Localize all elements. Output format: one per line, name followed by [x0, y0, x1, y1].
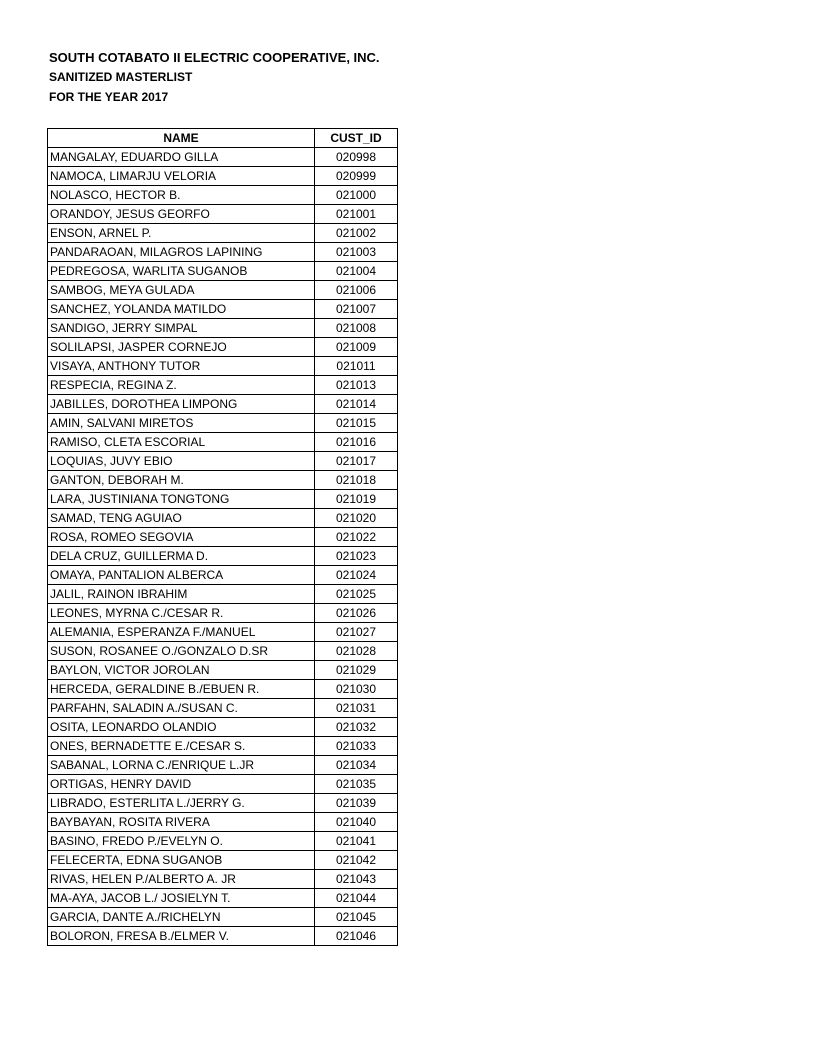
customer-id-cell: 021041 [315, 832, 398, 851]
customer-name-cell: ORTIGAS, HENRY DAVID [48, 775, 315, 794]
customer-id-cell: 021007 [315, 300, 398, 319]
table-row [48, 319, 398, 338]
customer-id-cell: 021001 [315, 205, 398, 224]
customer-id-cell: 021022 [315, 528, 398, 547]
customer-name-cell: BOLORON, FRESA B./ELMER V. [48, 927, 315, 946]
customer-name-cell: RAMISO, CLETA ESCORIAL [48, 433, 315, 452]
customer-name-cell: PEDREGOSA, WARLITA SUGANOB [48, 262, 315, 281]
customer-name-cell: BAYLON, VICTOR JOROLAN [48, 661, 315, 680]
table-row [48, 680, 398, 699]
table-row [48, 585, 398, 604]
table-row [48, 718, 398, 737]
table-row [48, 566, 398, 585]
table-row [48, 775, 398, 794]
customer-name-cell: PANDARAOAN, MILAGROS LAPINING [48, 243, 315, 262]
customer-id-cell: 021020 [315, 509, 398, 528]
customer-id-cell: 021008 [315, 319, 398, 338]
table-row [48, 300, 398, 319]
column-header-cust-id: CUST_ID [315, 129, 398, 148]
table-row [48, 528, 398, 547]
customer-id-cell: 021004 [315, 262, 398, 281]
customer-id-cell: 021016 [315, 433, 398, 452]
table-row [48, 148, 398, 167]
customer-id-cell: 021015 [315, 414, 398, 433]
customer-name-cell: VISAYA, ANTHONY TUTOR [48, 357, 315, 376]
customer-id-cell: 021003 [315, 243, 398, 262]
customer-name-cell: ENSON, ARNEL P. [48, 224, 315, 243]
table-row [48, 186, 398, 205]
table-row [48, 376, 398, 395]
customer-id-cell: 021018 [315, 471, 398, 490]
customer-name-cell: ROSA, ROMEO SEGOVIA [48, 528, 315, 547]
customer-name-cell: HERCEDA, GERALDINE B./EBUEN R. [48, 680, 315, 699]
customer-id-cell: 021034 [315, 756, 398, 775]
table-row [48, 243, 398, 262]
table-row [48, 547, 398, 566]
customer-name-cell: RESPECIA, REGINA Z. [48, 376, 315, 395]
customer-name-cell: NAMOCA, LIMARJU VELORIA [48, 167, 315, 186]
customer-id-cell: 021030 [315, 680, 398, 699]
table-row [48, 224, 398, 243]
customer-name-cell: SANCHEZ, YOLANDA MATILDO [48, 300, 315, 319]
customer-id-cell: 021011 [315, 357, 398, 376]
customer-id-cell: 021026 [315, 604, 398, 623]
customer-id-cell: 021025 [315, 585, 398, 604]
customer-id-cell: 021033 [315, 737, 398, 756]
customer-name-cell: OSITA, LEONARDO OLANDIO [48, 718, 315, 737]
customer-name-cell: SUSON, ROSANEE O./GONZALO D.SR [48, 642, 315, 661]
customer-name-cell: BAYBAYAN, ROSITA RIVERA [48, 813, 315, 832]
customer-name-cell: MANGALAY, EDUARDO GILLA [48, 148, 315, 167]
table-header-row [48, 129, 398, 148]
customer-name-cell: GARCIA, DANTE A./RICHELYN [48, 908, 315, 927]
table-row [48, 870, 398, 889]
customer-name-cell: SANDIGO, JERRY SIMPAL [48, 319, 315, 338]
customer-id-cell: 021023 [315, 547, 398, 566]
customer-id-cell: 021002 [315, 224, 398, 243]
table-row [48, 889, 398, 908]
customer-id-cell: 021028 [315, 642, 398, 661]
table-row [48, 509, 398, 528]
customer-id-cell: 021040 [315, 813, 398, 832]
customer-name-cell: LEONES, MYRNA C./CESAR R. [48, 604, 315, 623]
customer-name-cell: RIVAS, HELEN P./ALBERTO A. JR [48, 870, 315, 889]
table-row [48, 452, 398, 471]
customer-name-cell: LOQUIAS, JUVY EBIO [48, 452, 315, 471]
table-row [48, 471, 398, 490]
table-row [48, 262, 398, 281]
customer-name-cell: SABANAL, LORNA C./ENRIQUE L.JR [48, 756, 315, 775]
customer-id-cell: 021044 [315, 889, 398, 908]
customer-id-cell: 021000 [315, 186, 398, 205]
document-period: FOR THE YEAR 2017 [49, 90, 169, 104]
customer-id-cell: 021024 [315, 566, 398, 585]
customer-id-cell: 021042 [315, 851, 398, 870]
table-row [48, 927, 398, 946]
customer-name-cell: FELECERTA, EDNA SUGANOB [48, 851, 315, 870]
masterlist-table [47, 128, 398, 946]
customer-name-cell: LARA, JUSTINIANA TONGTONG [48, 490, 315, 509]
customer-name-cell: SOLILAPSI, JASPER CORNEJO [48, 338, 315, 357]
table-row [48, 908, 398, 927]
customer-name-cell: LIBRADO, ESTERLITA L./JERRY G. [48, 794, 315, 813]
table-row [48, 433, 398, 452]
customer-id-cell: 021027 [315, 623, 398, 642]
customer-id-cell: 021031 [315, 699, 398, 718]
table-row [48, 167, 398, 186]
customer-name-cell: ONES, BERNADETTE E./CESAR S. [48, 737, 315, 756]
customer-id-cell: 021017 [315, 452, 398, 471]
customer-name-cell: BASINO, FREDO P./EVELYN O. [48, 832, 315, 851]
table-row [48, 756, 398, 775]
table-row [48, 205, 398, 224]
customer-id-cell: 020999 [315, 167, 398, 186]
customer-id-cell: 021045 [315, 908, 398, 927]
table-row [48, 794, 398, 813]
table-row [48, 395, 398, 414]
customer-name-cell: SAMBOG, MEYA GULADA [48, 281, 315, 300]
table-row [48, 281, 398, 300]
customer-name-cell: NOLASCO, HECTOR B. [48, 186, 315, 205]
table-row [48, 832, 398, 851]
customer-name-cell: ALEMANIA, ESPERANZA F./MANUEL [48, 623, 315, 642]
document-subtitle: SANITIZED MASTERLIST [49, 70, 193, 84]
table-body [48, 148, 398, 946]
table-row [48, 623, 398, 642]
customer-name-cell: JABILLES, DOROTHEA LIMPONG [48, 395, 315, 414]
table-row [48, 661, 398, 680]
customer-id-cell: 020998 [315, 148, 398, 167]
customer-name-cell: AMIN, SALVANI MIRETOS [48, 414, 315, 433]
customer-id-cell: 021006 [315, 281, 398, 300]
table-row [48, 414, 398, 433]
table-row [48, 737, 398, 756]
table-row [48, 699, 398, 718]
table-row [48, 642, 398, 661]
customer-name-cell: PARFAHN, SALADIN A./SUSAN C. [48, 699, 315, 718]
table-row [48, 813, 398, 832]
customer-id-cell: 021046 [315, 927, 398, 946]
customer-id-cell: 021014 [315, 395, 398, 414]
table-row [48, 357, 398, 376]
customer-id-cell: 021013 [315, 376, 398, 395]
customer-id-cell: 021043 [315, 870, 398, 889]
customer-name-cell: SAMAD, TENG AGUIAO [48, 509, 315, 528]
customer-name-cell: JALIL, RAINON IBRAHIM [48, 585, 315, 604]
customer-name-cell: ORANDOY, JESUS GEORFO [48, 205, 315, 224]
table-row [48, 490, 398, 509]
customer-name-cell: MA-AYA, JACOB L./ JOSIELYN T. [48, 889, 315, 908]
customer-id-cell: 021009 [315, 338, 398, 357]
customer-name-cell: DELA CRUZ, GUILLERMA D. [48, 547, 315, 566]
table-row [48, 604, 398, 623]
customer-id-cell: 021019 [315, 490, 398, 509]
customer-name-cell: OMAYA, PANTALION ALBERCA [48, 566, 315, 585]
customer-id-cell: 021032 [315, 718, 398, 737]
company-title: SOUTH COTABATO II ELECTRIC COOPERATIVE, INC. [49, 50, 380, 65]
customer-id-cell: 021039 [315, 794, 398, 813]
table-row [48, 338, 398, 357]
column-header-name: NAME [48, 129, 315, 148]
customer-name-cell: GANTON, DEBORAH M. [48, 471, 315, 490]
customer-id-cell: 021029 [315, 661, 398, 680]
table-row [48, 851, 398, 870]
customer-id-cell: 021035 [315, 775, 398, 794]
